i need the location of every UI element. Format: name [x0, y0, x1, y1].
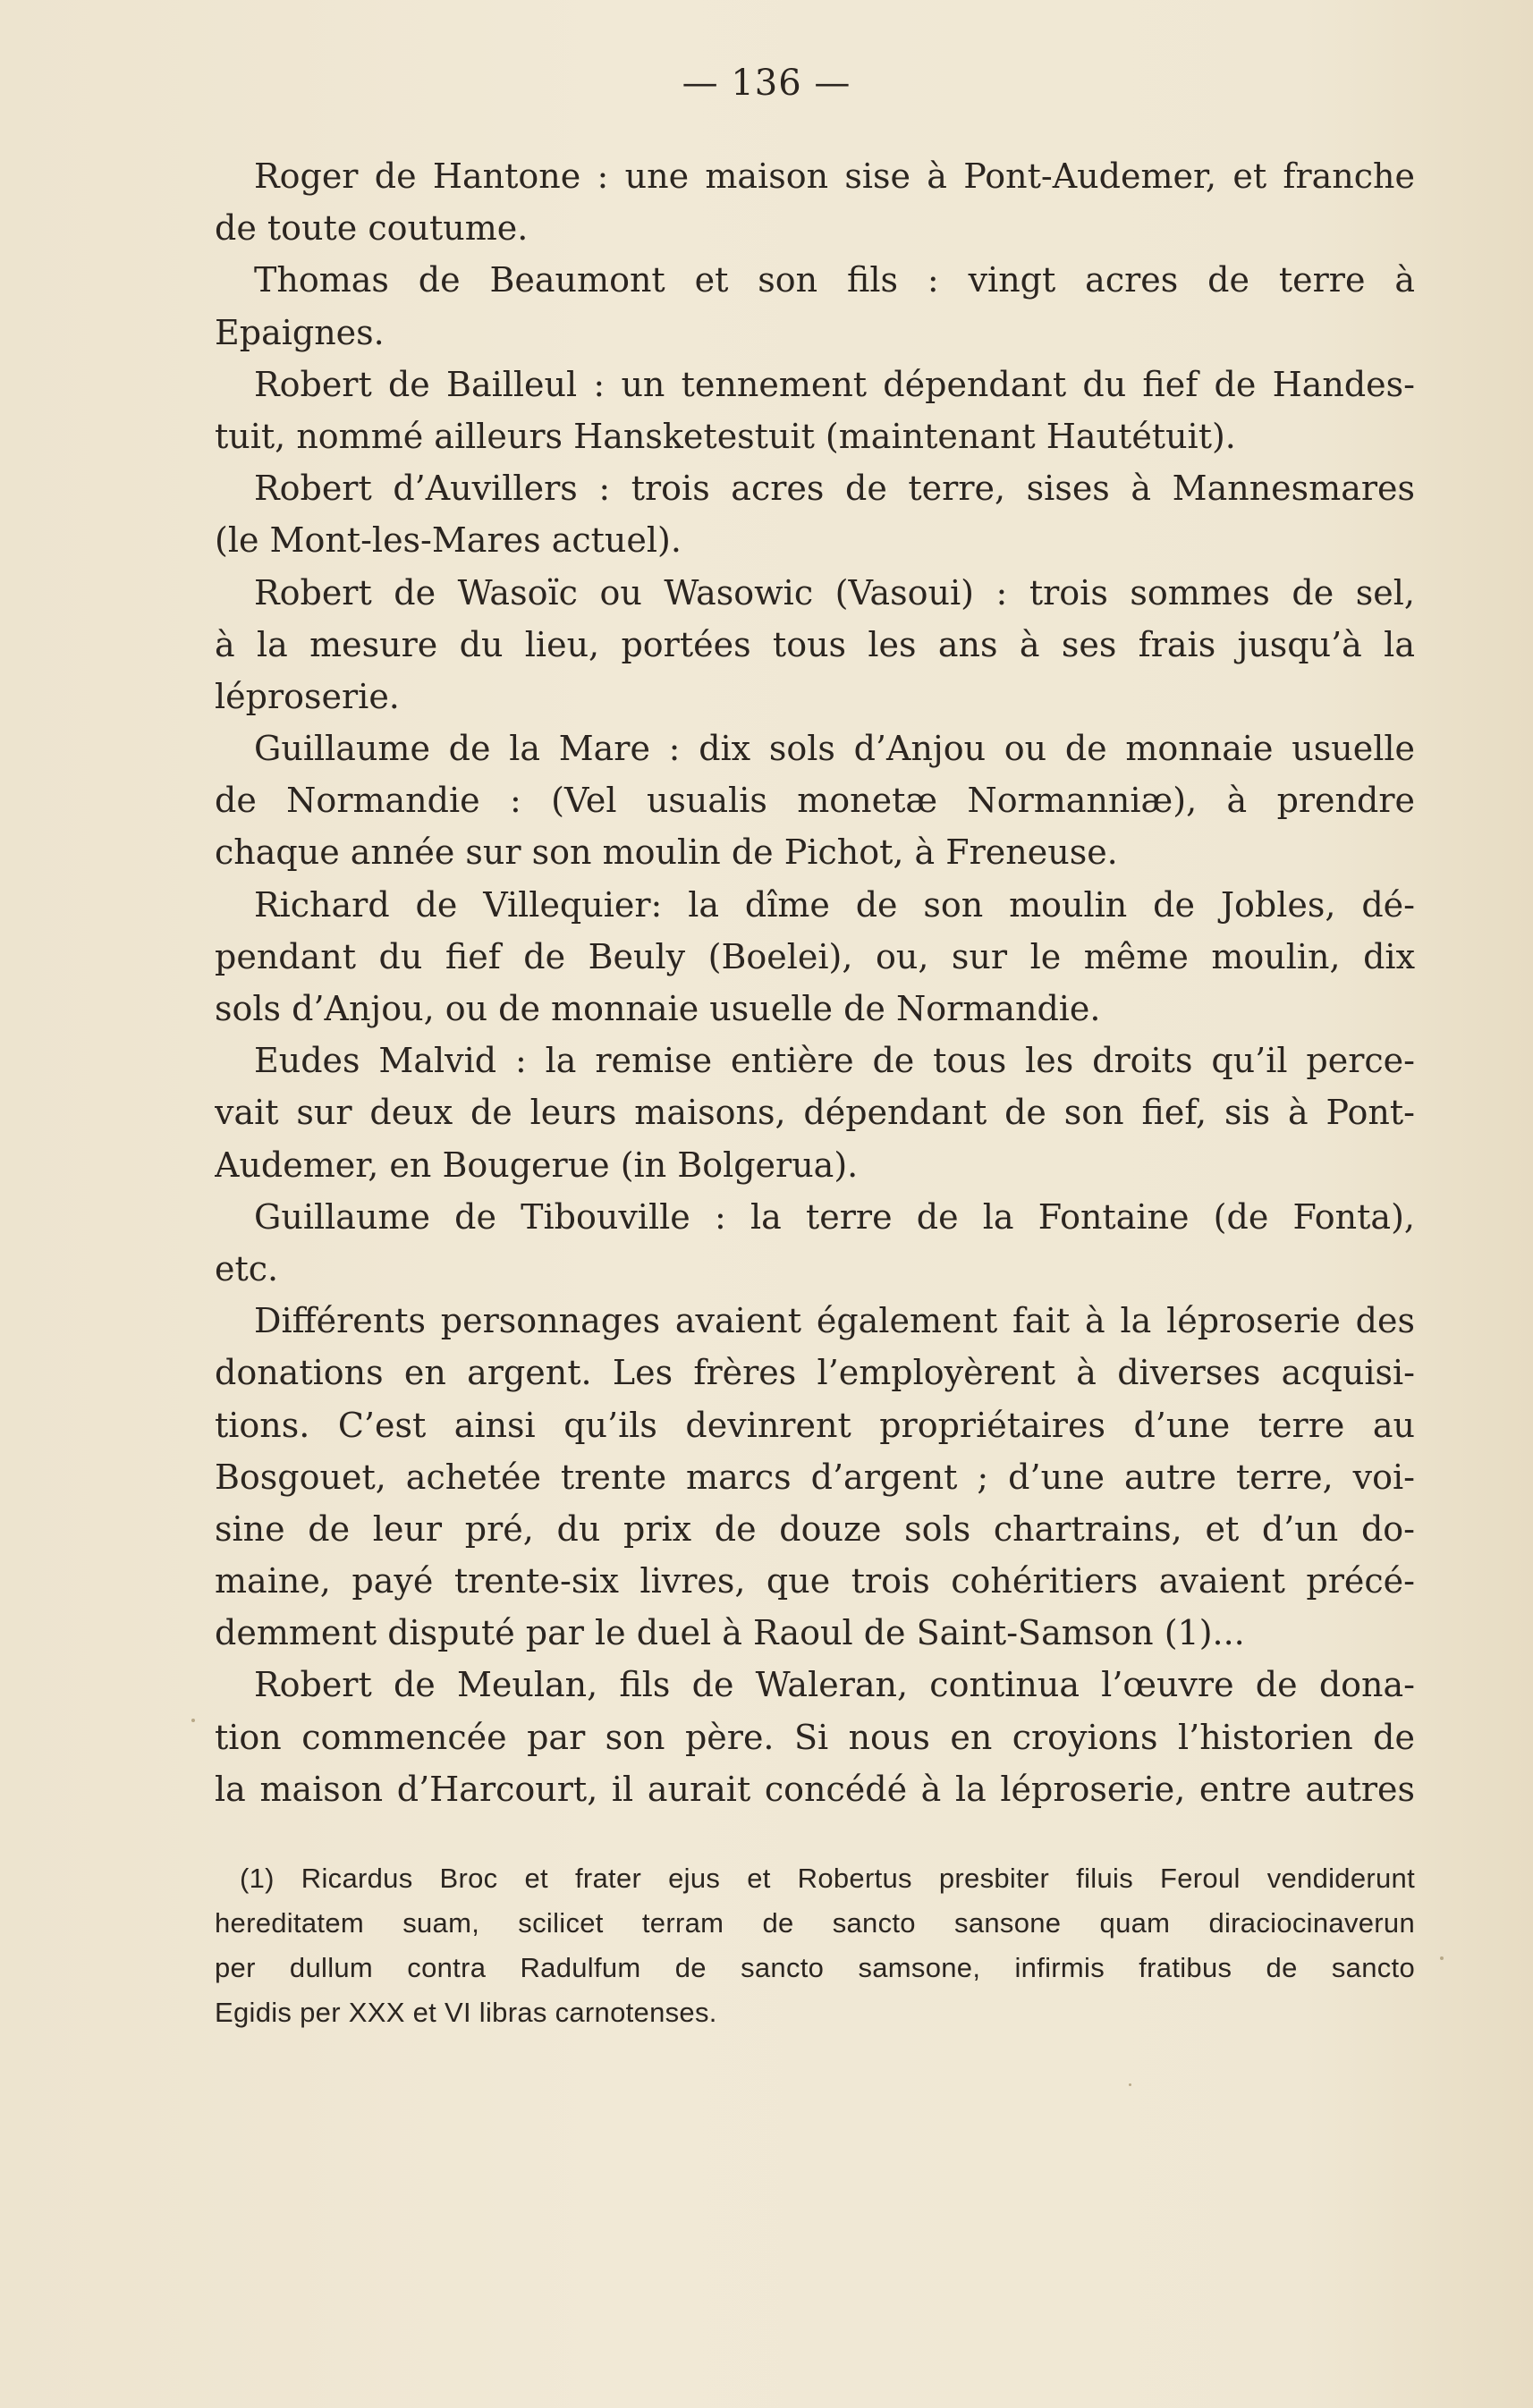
text-line: la maison d’Harcourt, il aurait concédé à la léproserie, entre autres [215, 1769, 1415, 1809]
text-line: Eudes Malvid : la remise entière de tous les droits qu’il perce- [254, 1041, 1415, 1081]
main-text [215, 150, 1415, 1815]
text-line: léproserie. [215, 676, 400, 716]
text-line: Guillaume de la Mare : dix sols d’Anjou ou de monnaie usuelle [254, 729, 1415, 769]
text-line: Epaignes. [215, 312, 385, 352]
text-line: chaque année sur son moulin de Pichot, à Freneuse. [215, 832, 1118, 873]
footnote-line: (1) Ricardus Broc et frater ejus et Robertus presbiter filuis Feroul vendiderunt [240, 1863, 1415, 1894]
text-line: pendant du fief de Beuly (Boelei), ou, sur le même moulin, dix [215, 936, 1415, 976]
footnote-line: hereditatem suam, scilicet terram de sancto sansone quam diraciocinaverun [215, 1907, 1415, 1939]
text-line: Robert d’Auvillers : trois acres de terre, sises à Mannesmares [254, 469, 1415, 509]
text-line: Richard de Villequier: la dîme de son moulin de Jobles, dé- [254, 884, 1415, 925]
text-line: de Normandie : (Vel usualis monetæ Normanniæ), à prendre [215, 781, 1415, 821]
text-line: Différents personnages avaient également fait à la léproserie des [254, 1301, 1415, 1341]
footnote [215, 1856, 1415, 2035]
text-line: vait sur deux de leurs maisons, dépendant de son fief, sis à Pont- [215, 1093, 1415, 1133]
paper-speck [191, 1719, 195, 1722]
text-line: Thomas de Beaumont et son fils : vingt acres de terre à [254, 260, 1415, 300]
text-line: Roger de Hantone : une maison sise à Pont-Audemer, et franche [254, 156, 1415, 196]
text-line: tion commencée par son père. Si nous en croyions l’historien de [215, 1717, 1415, 1757]
text-line: etc. [215, 1248, 279, 1288]
text-line: Bosgouet, achetée trente marcs d’argent ; d’une autre terre, voi- [215, 1457, 1415, 1497]
text-line: Robert de Bailleul : un tennement dépendant du fief de Handes- [254, 364, 1415, 404]
text-line: donations en argent. Les frères l’employèrent à diverses acquisi- [215, 1353, 1415, 1393]
paper-speck [1129, 2083, 1131, 2086]
text-line: Robert de Meulan, fils de Waleran, continua l’œuvre de dona- [254, 1665, 1415, 1705]
text-line: à la mesure du lieu, portées tous les ans à ses frais jusqu’à la [215, 624, 1415, 664]
footnote-line: per dullum contra Radulfum de sancto samsone, infirmis fratibus de sancto [215, 1952, 1415, 1983]
text-line: tuit, nommé ailleurs Hansketestuit (maintenant Hautétuit). [215, 416, 1236, 456]
footnote-line: Egidis per XXX et VI libras carnotenses. [215, 1997, 717, 2028]
text-line: Audemer, en Bougerue (in Bolgerua). [215, 1145, 859, 1185]
text-line: maine, payé trente-six livres, que trois cohéritiers avaient précé- [215, 1561, 1415, 1601]
page-number: — 136 — [682, 63, 851, 104]
text-line: (le Mont-les-Mares actuel). [215, 520, 682, 561]
text-line: tions. C’est ainsi qu’ils devinrent propriétaires d’une terre au [215, 1405, 1415, 1445]
text-line: sols d’Anjou, ou de monnaie usuelle de Normandie. [215, 989, 1101, 1028]
text-line: demment disputé par le duel à Raoul de Saint-Samson (1)... [215, 1613, 1245, 1653]
text-line: Guillaume de Tibouville : la terre de la Fontaine (de Fonta), [254, 1196, 1415, 1237]
text-line: Robert de Wasoïc ou Wasowic (Vasoui) : trois sommes de sel, [254, 572, 1415, 613]
text-line: sine de leur pré, du prix de douze sols chartrains, et d’un do- [215, 1508, 1415, 1549]
paper-speck [1440, 1956, 1444, 1960]
text-line: de toute coutume. [215, 208, 529, 249]
